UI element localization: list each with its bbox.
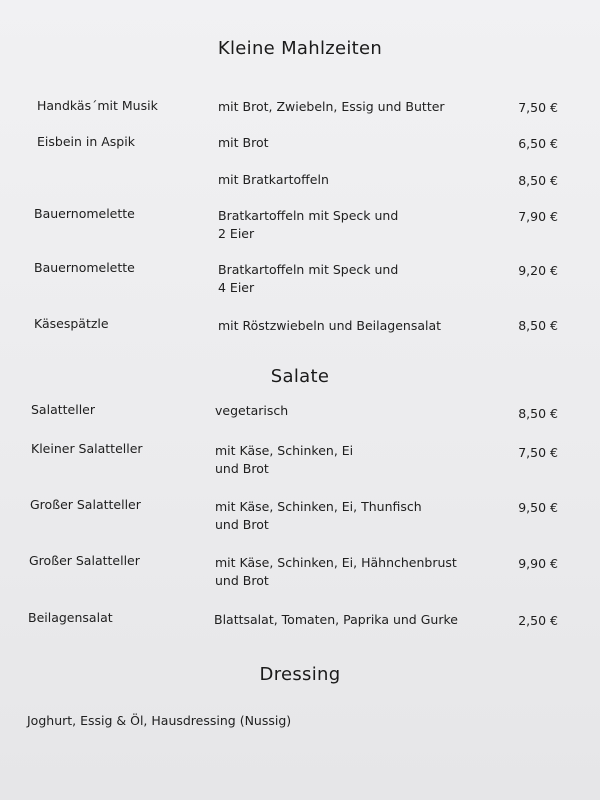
item-name: Eisbein in Aspik (37, 134, 135, 149)
item-description: mit Röstzwiebeln und Beilagensalat (218, 318, 442, 333)
item-description: Blattsalat, Tomaten, Paprika und Gurke (214, 612, 458, 627)
item-description: mit Bratkartoffeln (218, 172, 329, 187)
item-description: mit Brot, Zwiebeln, Essig und Butter (218, 99, 445, 114)
item-name: Großer Salatteller (29, 553, 140, 568)
item-description: Bratkartoffeln mit Speck und (218, 208, 399, 223)
item-description-line2: und Brot (215, 517, 269, 532)
item-description: vegetarisch (215, 403, 289, 418)
item-name: Großer Salatteller (30, 497, 141, 512)
item-price: 7,90 € (518, 209, 558, 224)
item-description: Bratkartoffeln mit Speck und (218, 262, 399, 277)
item-name: Salatteller (31, 402, 95, 417)
item-price: 9,50 € (518, 500, 558, 515)
section-title-dressing: Dressing (259, 664, 341, 685)
item-description-line2: und Brot (215, 461, 269, 476)
item-price: 9,90 € (518, 556, 558, 571)
item-price: 7,50 € (518, 445, 558, 460)
item-price: 8,50 € (518, 173, 558, 188)
item-price: 2,50 € (518, 613, 558, 628)
item-description: mit Brot (218, 135, 269, 150)
item-description: mit Käse, Schinken, Ei, Hähnchenbrust (215, 555, 457, 570)
section-title-salate: Salate (270, 366, 330, 387)
item-price: 6,50 € (518, 136, 558, 151)
item-name: Käsespätzle (34, 316, 109, 331)
item-description-line2: 2 Eier (218, 226, 255, 241)
item-name: Bauernomelette (34, 260, 135, 275)
item-description-line2: 4 Eier (218, 280, 255, 295)
item-description: mit Käse, Schinken, Ei, Thunfisch (215, 499, 422, 514)
section-title-kleine-mahlzeiten: Kleine Mahlzeiten (217, 38, 383, 59)
item-price: 9,20 € (518, 263, 558, 278)
item-description-line2: und Brot (215, 573, 269, 588)
item-name: Bauernomelette (34, 206, 135, 221)
item-price: 7,50 € (518, 100, 558, 115)
item-description: mit Käse, Schinken, Ei (215, 443, 354, 458)
item-name: Kleiner Salatteller (31, 441, 143, 456)
item-price: 8,50 € (518, 406, 558, 421)
item-name: Beilagensalat (28, 610, 113, 625)
item-price: 8,50 € (518, 318, 558, 333)
dressing-list: Joghurt, Essig & Öl, Hausdressing (Nussig) (27, 713, 292, 728)
item-name: Handkäs´mit Musik (37, 98, 158, 113)
